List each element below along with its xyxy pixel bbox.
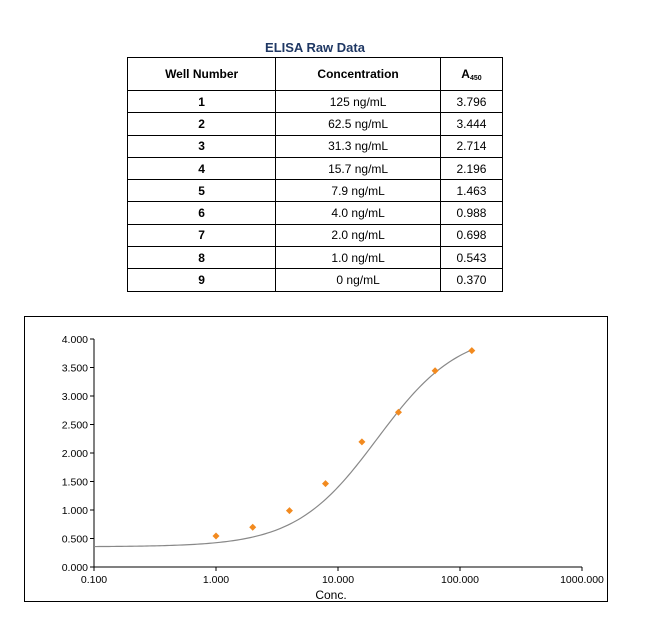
header-absorbance-main: A [461, 66, 470, 81]
table-title: ELISA Raw Data [265, 40, 365, 55]
absorbance-cell: 0.543 [440, 247, 502, 269]
header-absorbance-subscript: 450 [469, 74, 482, 82]
x-tick-label: 10.000 [321, 574, 355, 586]
well-number-cell: 1 [128, 91, 276, 113]
table-row [128, 202, 503, 224]
x-tick-label: 1000.000 [560, 574, 604, 586]
concentration-cell: 4.0 ng/mL [276, 202, 441, 224]
absorbance-cell: 2.196 [440, 157, 502, 179]
table-row [128, 269, 503, 291]
y-tick-label: 1.500 [61, 476, 88, 489]
y-tick-label: 1.000 [61, 505, 88, 517]
table-row [128, 113, 503, 135]
concentration-cell: 1.0 ng/mL [276, 247, 441, 269]
table-row [128, 224, 503, 246]
table-row [128, 247, 503, 269]
y-tick-label: 4.000 [61, 334, 88, 346]
table-header-row [128, 58, 503, 91]
table-row [128, 91, 503, 113]
absorbance-cell: 0.698 [440, 224, 502, 246]
chart-frame [24, 316, 608, 602]
well-number-cell: 5 [128, 180, 276, 202]
data-point [213, 533, 220, 540]
concentration-cell: 0 ng/mL [276, 269, 441, 291]
absorbance-cell: 1.463 [440, 180, 502, 202]
data-point [322, 480, 329, 487]
header-well-number: Well Number [128, 58, 276, 91]
data-point [432, 367, 439, 374]
y-tick-label: 3.000 [61, 391, 88, 403]
concentration-cell: 31.3 ng/mL [276, 135, 441, 157]
y-tick-label: 0.000 [61, 562, 88, 574]
x-tick-label: 0.100 [80, 574, 108, 586]
well-number-cell: 8 [128, 247, 276, 269]
y-tick-label: 2.500 [61, 419, 88, 432]
absorbance-cell: 2.714 [440, 135, 502, 157]
concentration-cell: 2.0 ng/mL [276, 224, 441, 246]
y-tick-label: 0.500 [61, 533, 88, 546]
x-tick-label: 100.000 [441, 574, 479, 586]
y-tick-label: 2.000 [61, 448, 88, 460]
data-point [468, 347, 475, 354]
well-number-cell: 3 [128, 135, 276, 157]
well-number-cell: 4 [128, 157, 276, 179]
elisa-raw-data-table [127, 57, 503, 292]
table-row [128, 135, 503, 157]
concentration-cell: 125 ng/mL [276, 91, 441, 113]
data-point [358, 438, 365, 445]
header-concentration: Concentration [276, 58, 441, 91]
absorbance-cell: 0.370 [440, 269, 502, 291]
well-number-cell: 7 [128, 224, 276, 246]
y-tick-label: 3.500 [61, 362, 88, 375]
well-number-cell: 2 [128, 113, 276, 135]
concentration-cell: 62.5 ng/mL [276, 113, 441, 135]
fit-curve [94, 350, 472, 547]
data-point [249, 524, 256, 531]
x-tick-label: 1.000 [202, 574, 230, 586]
concentration-cell: 7.9 ng/mL [276, 180, 441, 202]
absorbance-cell: 3.796 [440, 91, 502, 113]
standard-curve-chart [25, 317, 607, 601]
header-absorbance [440, 58, 502, 91]
absorbance-cell: 3.444 [440, 113, 502, 135]
x-axis-title: Conc. [315, 588, 347, 601]
well-number-cell: 6 [128, 202, 276, 224]
table-row [128, 180, 503, 202]
data-point [286, 507, 293, 514]
table-row [128, 157, 503, 179]
concentration-cell: 15.7 ng/mL [276, 157, 441, 179]
absorbance-cell: 0.988 [440, 202, 502, 224]
well-number-cell: 9 [128, 269, 276, 291]
